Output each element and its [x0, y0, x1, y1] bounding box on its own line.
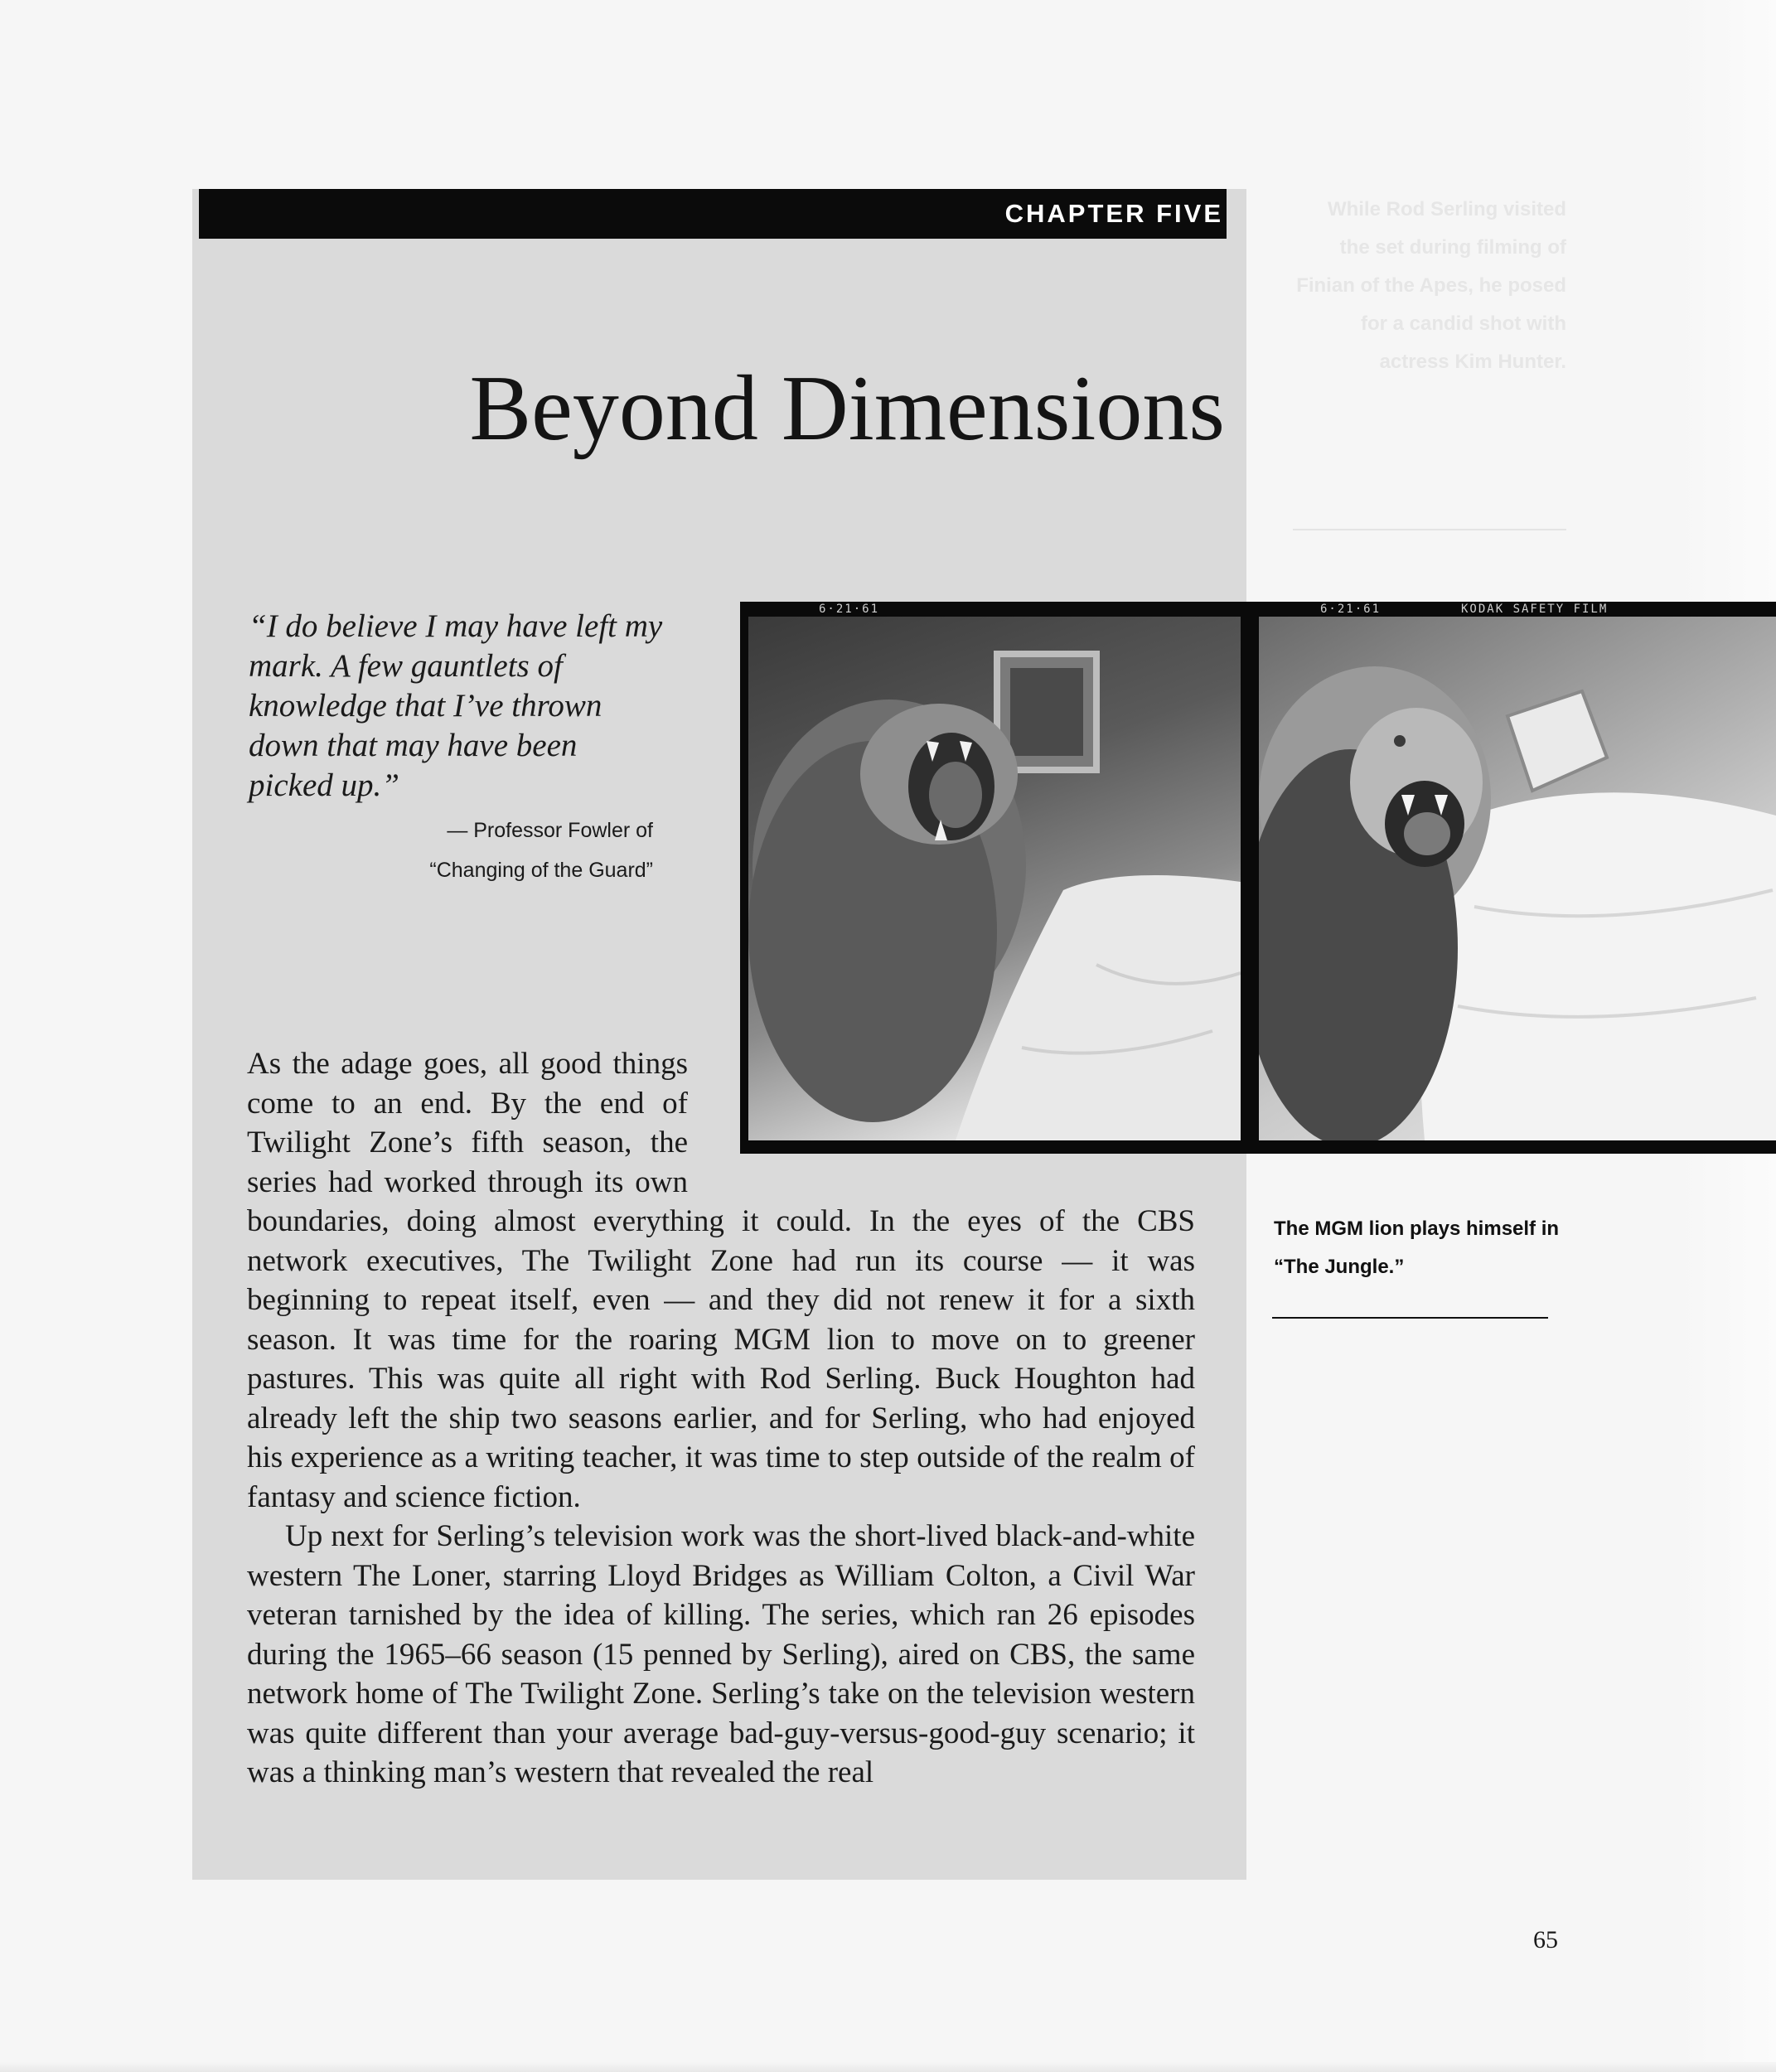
attribution-line-2: “Changing of the Guard” — [429, 859, 653, 882]
photo-wrap-spacer — [694, 1044, 1195, 1195]
film-mark: KODAK SAFETY FILM — [1461, 603, 1609, 616]
caption-rule — [1272, 1317, 1548, 1319]
page-number: 65 — [1533, 1926, 1558, 1953]
epigraph-quote: “I do believe I may have left my mark. A few gauntlets of knowledge that I’ve thrown down that may have been picked up.” — [249, 608, 663, 803]
frame1-edge-mark: 6·21·61 — [819, 603, 880, 616]
frame2-edge-mark: 6·21·61 — [1320, 603, 1382, 616]
epigraph-attribution — [249, 811, 653, 890]
show-through-rule — [1293, 529, 1566, 530]
photo-caption: The MGM lion plays himself in “The Jungle.” — [1274, 1218, 1560, 1278]
attribution-line-1: — Professor Fowler of — [447, 819, 653, 842]
page-bottom-edge — [0, 2062, 1776, 2072]
lion-with-lamp-image — [1259, 617, 1776, 1140]
body-paragraph-2: Up next for Serling’s television work was the short-lived black-and-white western The Loner, starring Lloyd Bridges as William Colton, a Civil War veteran tarnished by the idea of killing. The series, which ran 26 episodes during the 1965–66 season (15 penned by Serling), aired on CBS, the same network home of The Twilight Zone. Serling’s take on the television western was quite different than your average bad-guy-versus-good-guy scenario; it was a thinking man’s western that revealed the real — [247, 1519, 1195, 1789]
chapter-bar — [199, 189, 1227, 239]
chapter-label: CHAPTER FIVE — [1004, 199, 1223, 228]
body-paragraph-1: As the adage goes, all good things come to an end. By the end of Twilight Zone’s fifth season, the series had worked through its own boundaries, doing almost everything it could. In the eyes of the CBS network executives, The Twilight Zone had run its course — it was beginning to repeat itself, even — and they did not renew it for a sixth season. It was time for the roaring MGM lion to move on to greener pastures. This was quite all right with Rod Serling. Buck Houghton had already left the ship two seasons earlier, and for Serling, who had enjoyed his experience as a writing teacher, it was time to step outside of the realm of fantasy and science fiction. — [247, 1047, 1195, 1514]
show-through-text: While Rod Serling visited the set during filming of Finian of the Apes, he posed for a candid shot with actress Kim Hunter. — [1296, 198, 1566, 373]
body-text — [247, 1044, 1195, 1793]
lion-photo-frame-2 — [1259, 617, 1776, 1140]
chapter-title: Beyond Dimensions — [469, 357, 1225, 460]
